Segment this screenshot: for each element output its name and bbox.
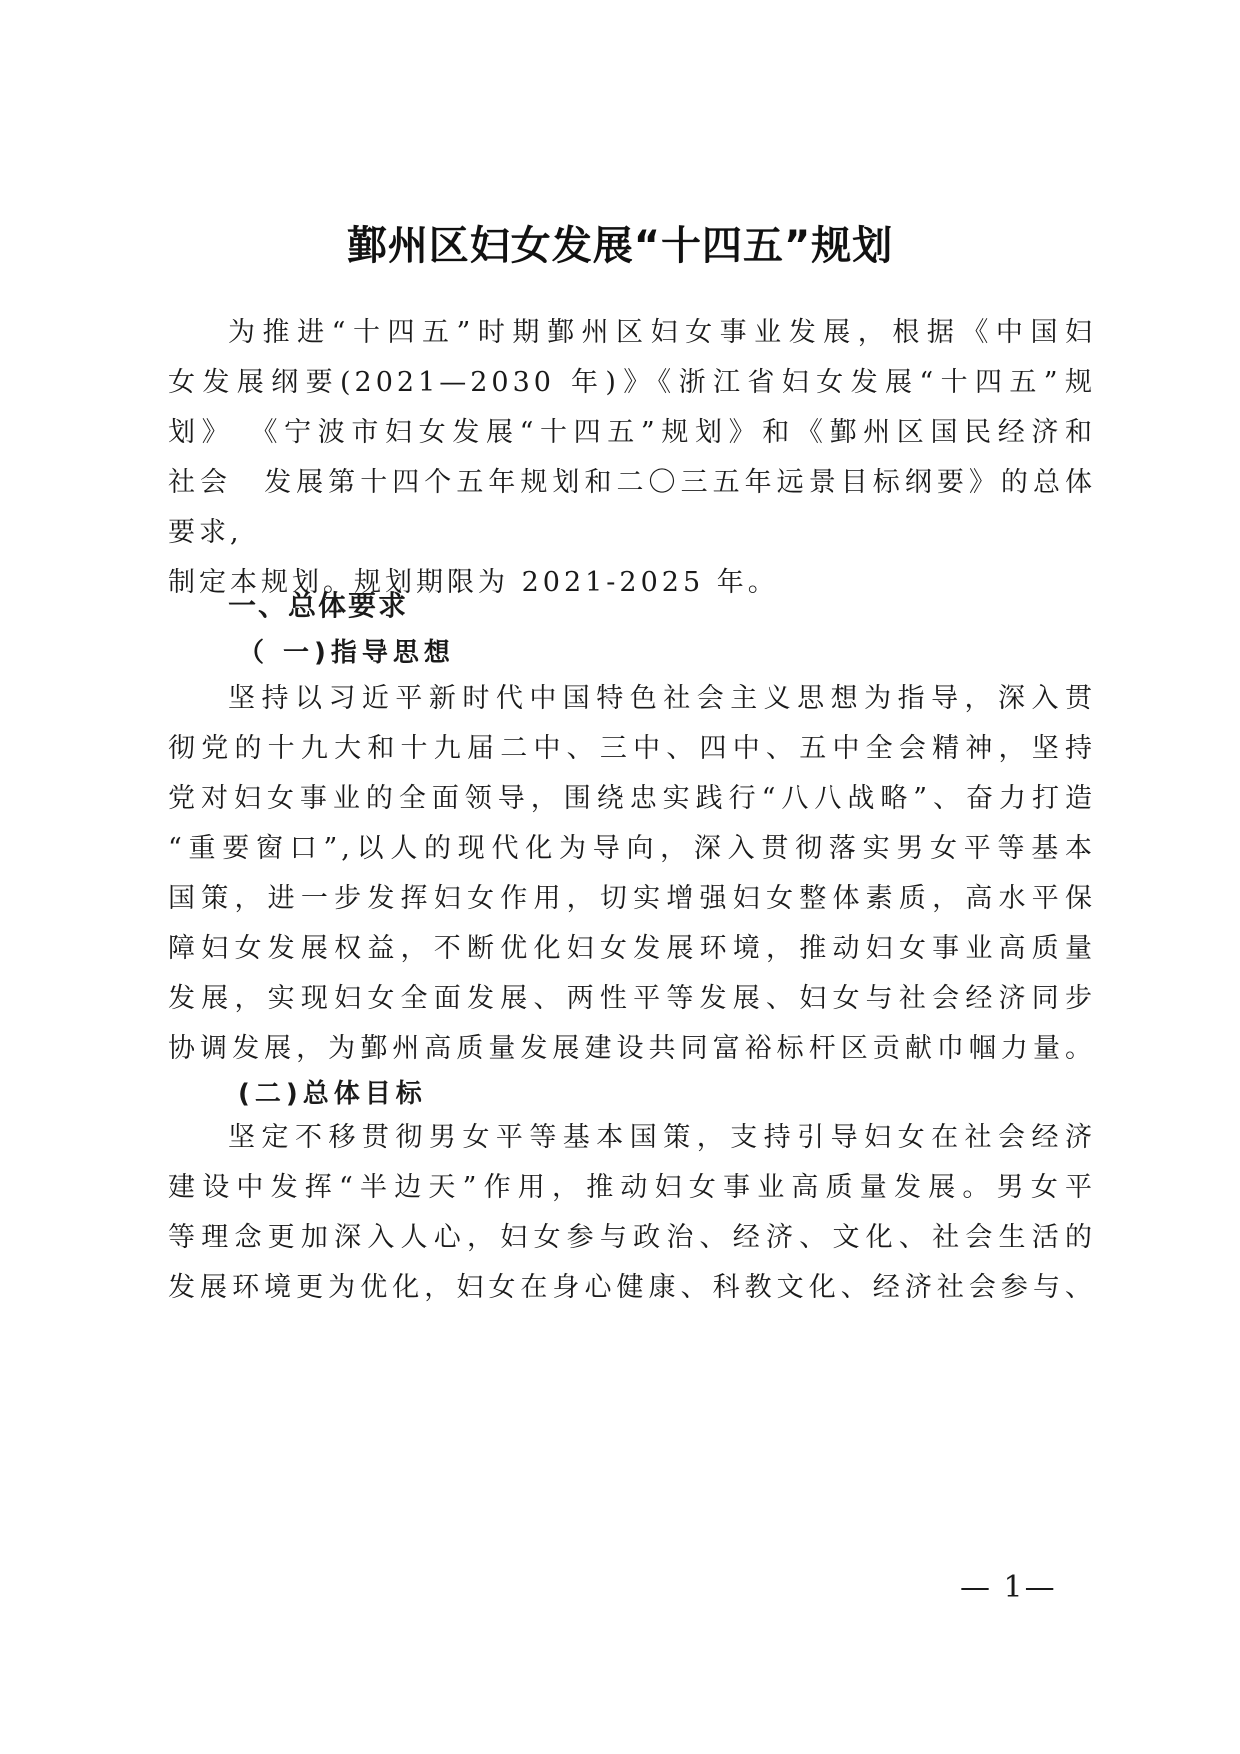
paragraph-line: 党对妇女事业的全面领导，围绕忠实践行“八八战略”、奋力打造 xyxy=(168,783,1096,814)
paragraph-line: 坚定不移贯彻男女平等基本国策，支持引导妇女在社会经济 xyxy=(228,1122,1096,1153)
intro-line: 社会 发展第十四个五年规划和二〇三五年远景目标纲要》的总体 xyxy=(168,467,1096,498)
section-heading-general-requirements: 一、总体要求 xyxy=(228,589,409,622)
paragraph-line: 障妇女发展权益，不断优化妇女发展环境，推动妇女事业高质量 xyxy=(168,933,1096,964)
paragraph-line: 建设中发挥“半边天”作用，推动妇女事业高质量发展。男女平 xyxy=(168,1172,1096,1203)
subsection-heading-guiding-ideology: （ 一)指导思想 xyxy=(238,638,455,668)
subsection-heading-overall-goals: (二)总体目标 xyxy=(238,1079,427,1109)
intro-line: 女发展纲要(2021—2030 年)》《浙江省妇女发展“十四五”规 xyxy=(168,367,1096,398)
paragraph-line: 国策，进一步发挥妇女作用，切实增强妇女整体素质，高水平保 xyxy=(168,883,1096,914)
intro-line: 要求, xyxy=(168,517,243,548)
paragraph-line: 彻党的十九大和十九届二中、三中、四中、五中全会精神，坚持 xyxy=(168,733,1096,764)
paragraph-line: 协调发展，为鄞州高质量发展建设共同富裕标杆区贡献巾帼力量。 xyxy=(168,1033,1096,1064)
intro-line: 为推进“十四五”时期鄞州区妇女事业发展，根据《中国妇 xyxy=(228,317,1096,348)
guiding-ideology-paragraph xyxy=(168,674,1096,1074)
page-number: — 1— xyxy=(960,1570,1057,1605)
paragraph-line: “重要窗口”,以人的现代化为导向，深入贯彻落实男女平等基本 xyxy=(168,833,1096,864)
intro-paragraph xyxy=(168,308,1096,608)
paragraph-line: 等理念更加深入人心，妇女参与政治、经济、文化、社会生活的 xyxy=(168,1222,1096,1253)
paragraph-line: 坚持以习近平新时代中国特色社会主义思想为指导，深入贯 xyxy=(228,683,1096,714)
overall-goals-paragraph xyxy=(168,1113,1096,1313)
intro-line: 制定本规划。规划期限为 2021-2025 年。 xyxy=(168,567,779,598)
paragraph-line: 发展，实现妇女全面发展、两性平等发展、妇女与社会经济同步 xyxy=(168,983,1096,1014)
paragraph-line: 发展环境更为优化，妇女在身心健康、科教文化、经济社会参与、 xyxy=(168,1272,1096,1303)
document-title: 鄞州区妇女发展“十四五”规划 xyxy=(346,223,894,269)
intro-line: 划》 《宁波市妇女发展“十四五”规划》和《鄞州区国民经济和 xyxy=(168,417,1096,448)
